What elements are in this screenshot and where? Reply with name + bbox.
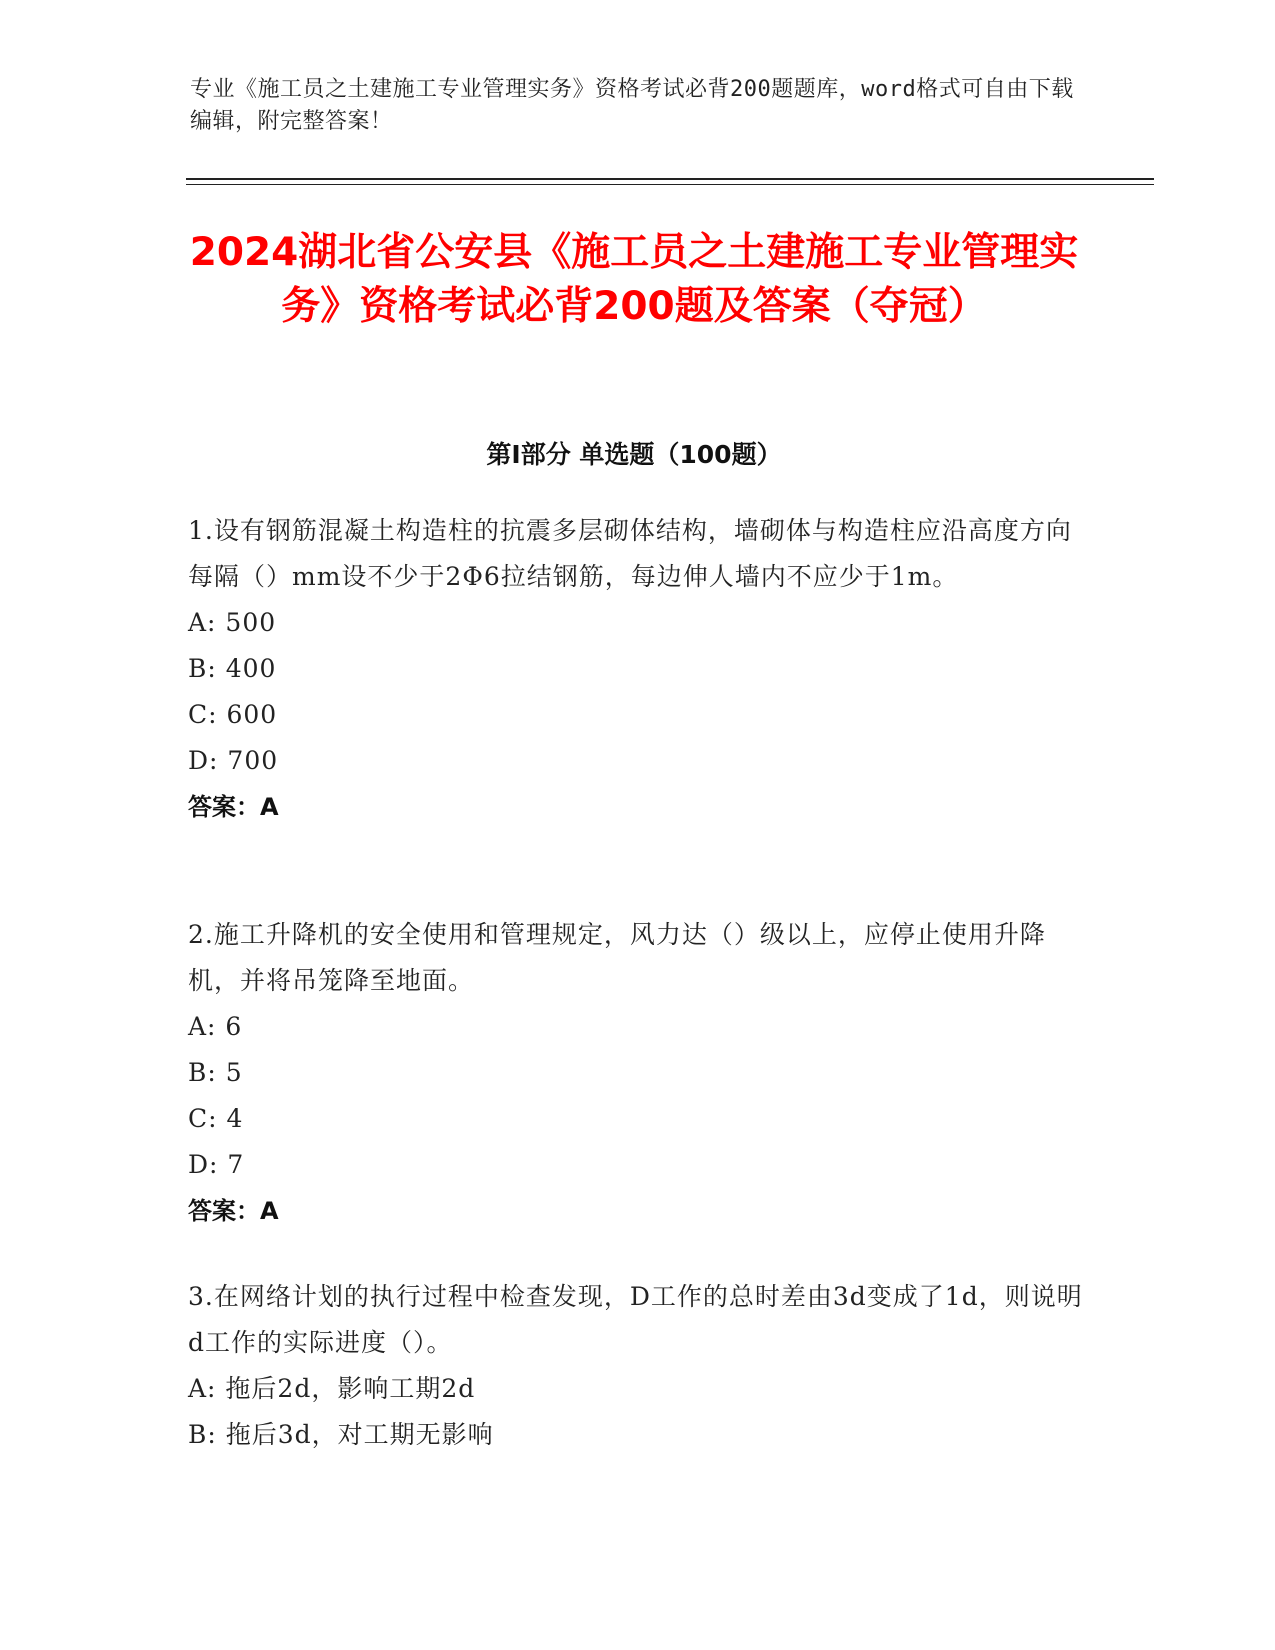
option-c: C: 4 bbox=[188, 1104, 244, 1133]
section-title: 第I部分 单选题（100题） bbox=[486, 440, 782, 469]
header-note: 专业《施工员之土建施工专业管理实务》资格考试必背200题题库，word格式可自由下载编辑，附完整答案！ bbox=[190, 77, 1074, 134]
option-b: B: 拖后3d，对工期无影响 bbox=[188, 1420, 494, 1449]
question-text: 3.在网络计划的执行过程中检查发现，D工作的总时差由3d变成了1d，则说明d工作的实际进度（）。 bbox=[188, 1282, 1083, 1357]
document-title: 2024湖北省公安县《施工员之土建施工专业管理实务》资格考试必背200题及答案（夺冠） bbox=[189, 230, 1079, 329]
header-divider-thin bbox=[186, 184, 1154, 185]
question-text: 1.设有钢筋混凝土构造柱的抗震多层砌体结构，墙砌体与构造柱应沿高度方向每隔（）mm设不少于2Φ6拉结钢筋，每边伸人墙内不应少于1m。 bbox=[188, 516, 1072, 591]
option-b: B: 400 bbox=[188, 654, 277, 683]
answer-label: 答案：A bbox=[188, 1197, 279, 1225]
option-a: A: 500 bbox=[188, 608, 277, 637]
answer-label: 答案：A bbox=[188, 793, 279, 821]
option-d: D: 7 bbox=[188, 1150, 245, 1179]
option-d: D: 700 bbox=[188, 746, 279, 775]
option-a: A: 拖后2d，影响工期2d bbox=[188, 1374, 476, 1403]
question-1 bbox=[188, 508, 1088, 830]
header-divider-thick bbox=[186, 178, 1154, 180]
option-a: A: 6 bbox=[188, 1012, 243, 1041]
question-2 bbox=[188, 912, 1088, 1234]
option-c: C: 600 bbox=[188, 700, 278, 729]
question-text: 2.施工升降机的安全使用和管理规定，风力达（）级以上，应停止使用升降机，并将吊笼降至地面。 bbox=[188, 920, 1046, 995]
option-b: B: 5 bbox=[188, 1058, 243, 1087]
question-3 bbox=[188, 1274, 1088, 1458]
